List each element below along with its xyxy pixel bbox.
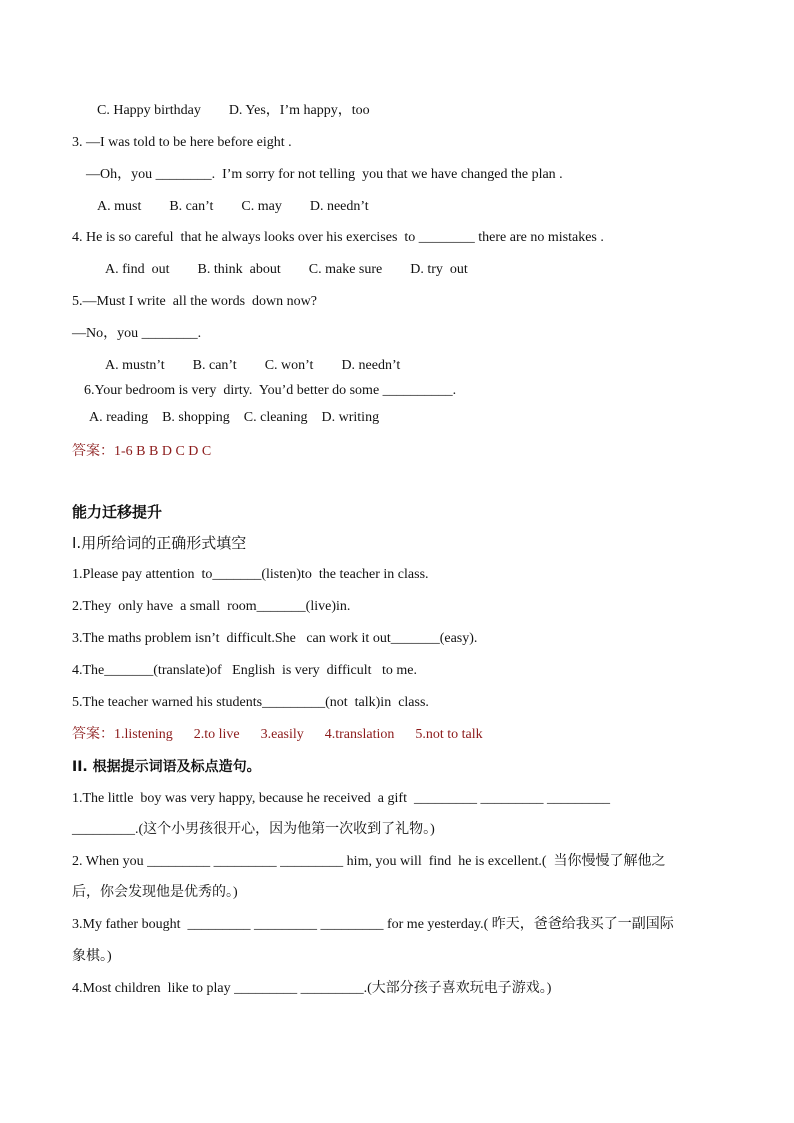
part-1-item-4: 4.The_______(translate)of English is very difficult to me. (72, 663, 418, 678)
question-5-reply: —No，you ________. (72, 326, 202, 341)
part-2-line-5: 3.My father bought _________ _________ _________ for me yesterday.( 昨天，爸爸给我买了一副国际 (72, 917, 674, 932)
part-1-item-3: 3.The maths problem isn’t difficult.She can work it out_______(easy). (72, 631, 478, 646)
question-3-options: A. must B. can’t C. may D. needn’t (97, 199, 369, 214)
question-5-stem: 5.—Must I write all the words down now? (72, 294, 317, 309)
answer-key-2: 答案：1.listening 2.to live 3.easily 4.translation 5.not to talk (72, 727, 483, 742)
question-5-options: A. mustn’t B. can’t C. won’t D. needn’t (105, 358, 401, 373)
part-2-line-3: 2. When you _________ _________ _________ him, you will find he is excellent.( 当你慢慢了解他之 (72, 854, 666, 869)
part-1-item-1: 1.Please pay attention to_______(listen)to the teacher in class. (72, 567, 429, 582)
part-1-item-2: 2.They only have a small room_______(live)in. (72, 599, 351, 614)
question-6-options: A. reading B. shopping C. cleaning D. writing (89, 410, 380, 425)
question-6-stem: 6.Your bedroom is very dirty. You’d better do some __________. (84, 383, 457, 398)
question-3-stem: 3. —I was told to be here before eight . (72, 135, 292, 150)
answer-key-1: 答案：1-6 B B D C D C (72, 444, 212, 459)
part-2-line-1: 1.The little boy was very happy, because he received a gift _________ _________ _________ (72, 791, 610, 806)
part-2-line-7: 4.Most children like to play _________ _________.(大部分孩子喜欢玩电子游戏。) (72, 981, 552, 996)
question-2-options: C. Happy birthday D. Yes，I’m happy，too (97, 103, 370, 118)
part-2-line-6: 象棋。) (72, 949, 112, 964)
part-1-title: I.用所给词的正确形式填空 (72, 534, 247, 552)
part-2-line-4: 后，你会发现他是优秀的。) (72, 885, 238, 900)
question-3-reply: —Oh，you ________. I’m sorry for not telling you that we have changed the plan . (86, 167, 563, 182)
part-2-line-2: _________.(这个小男孩很开心，因为他第一次收到了礼物。) (72, 822, 435, 837)
part-1-item-5: 5.The teacher warned his students_________(not talk)in class. (72, 695, 429, 710)
question-4-options: A. find out B. think about C. make sure D. try out (105, 262, 468, 277)
section-title: 能力迁移提升 (72, 503, 163, 521)
part-2-title: II. 根据提示词语及标点造句。 (72, 759, 261, 775)
question-4-stem: 4. He is so careful that he always looks over his exercises to ________ there are no mistakes . (72, 230, 604, 245)
